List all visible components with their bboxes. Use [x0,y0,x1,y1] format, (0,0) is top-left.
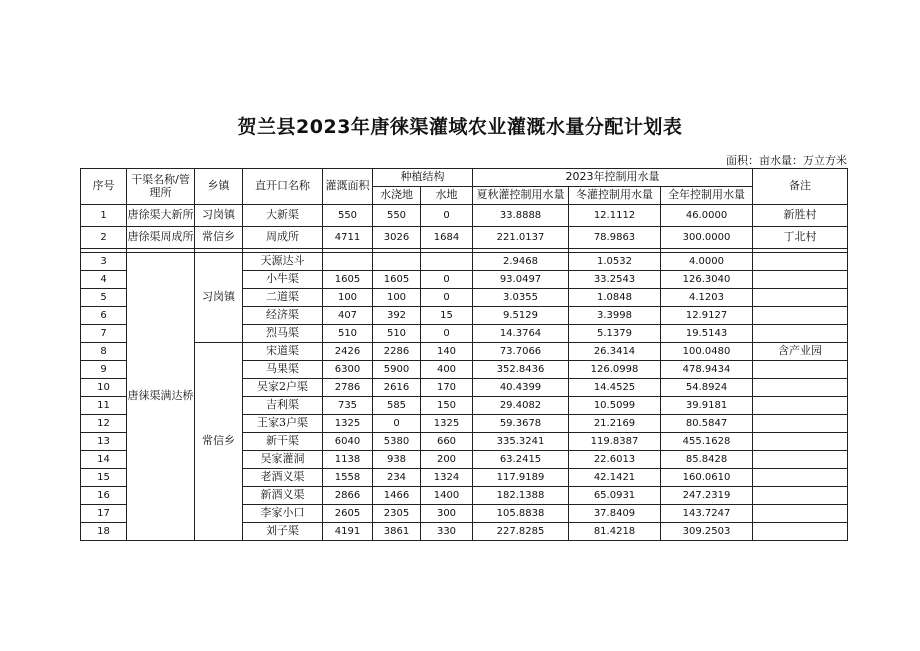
cell-annual: 46.0000 [661,205,753,227]
cell-area: 6300 [323,361,373,379]
cell-annual: 126.3040 [661,271,753,289]
cell-remark [753,253,848,271]
cell-branch: 吴家灌洞 [243,451,323,469]
cell-seq: 18 [81,523,127,541]
cell-area: 6040 [323,433,373,451]
cell-seq: 17 [81,505,127,523]
cell-branch: 马果渠 [243,361,323,379]
cell-winter: 3.3998 [569,307,661,325]
cell-area: 2426 [323,343,373,361]
page-title: 贺兰县2023年唐徕渠灌域农业灌溉水量分配计划表 [237,116,683,138]
cell-summer-autumn: 73.7066 [473,343,569,361]
cell-remark: 丁北村 [753,227,848,249]
cell-seq: 15 [81,469,127,487]
cell-summer-autumn: 352.8436 [473,361,569,379]
cell-paddy [421,253,473,271]
cell-annual: 247.2319 [661,487,753,505]
cell-branch: 老酒义渠 [243,469,323,487]
cell-branch: 新干渠 [243,433,323,451]
header-area: 灌溉面积 [323,169,373,205]
cell-dry: 938 [373,451,421,469]
cell-annual: 4.1203 [661,289,753,307]
cell-paddy: 1324 [421,469,473,487]
cell-branch: 天源达斗 [243,253,323,271]
header-control: 2023年控制用水量 [473,169,753,187]
cell-summer-autumn: 3.0355 [473,289,569,307]
cell-paddy: 0 [421,271,473,289]
cell-seq: 8 [81,343,127,361]
cell-town-merged: 习岗镇 [195,253,243,343]
cell-annual: 80.5847 [661,415,753,433]
cell-area: 1558 [323,469,373,487]
cell-dry: 3861 [373,523,421,541]
header-branch: 直开口名称 [243,169,323,205]
cell-paddy: 150 [421,397,473,415]
cell-annual: 12.9127 [661,307,753,325]
cell-branch: 小牛渠 [243,271,323,289]
cell-branch: 吉利渠 [243,397,323,415]
cell-dry: 585 [373,397,421,415]
header-seq: 序号 [81,169,127,205]
cell-branch: 经济渠 [243,307,323,325]
cell-remark [753,523,848,541]
cell-winter: 81.4218 [569,523,661,541]
cell-annual: 143.7247 [661,505,753,523]
cell-seq: 1 [81,205,127,227]
cell-area: 1605 [323,271,373,289]
cell-area: 4191 [323,523,373,541]
cell-dry: 2616 [373,379,421,397]
cell-annual: 300.0000 [661,227,753,249]
cell-remark [753,271,848,289]
cell-remark: 新胜村 [753,205,848,227]
cell-seq: 16 [81,487,127,505]
table-row [81,343,848,361]
cell-remark [753,325,848,343]
unit-note: 面积：亩水量：万立方米 [726,154,847,167]
allocation-table [80,168,848,541]
cell-annual: 160.0610 [661,469,753,487]
cell-dry: 1605 [373,271,421,289]
cell-branch: 刘子渠 [243,523,323,541]
cell-seq: 3 [81,253,127,271]
cell-winter: 26.3414 [569,343,661,361]
cell-seq: 11 [81,397,127,415]
cell-summer-autumn: 9.5129 [473,307,569,325]
cell-annual: 54.8924 [661,379,753,397]
cell-seq: 14 [81,451,127,469]
cell-paddy: 1325 [421,415,473,433]
header-summer-autumn: 夏秋灌控制用水量 [473,187,569,205]
cell-branch: 李家小口 [243,505,323,523]
header-remark: 备注 [753,169,848,205]
cell-seq: 10 [81,379,127,397]
cell-area: 4711 [323,227,373,249]
cell-dry: 234 [373,469,421,487]
cell-winter: 42.1421 [569,469,661,487]
cell-paddy: 660 [421,433,473,451]
cell-dry: 2305 [373,505,421,523]
cell-branch: 王家3户渠 [243,415,323,433]
cell-area: 1138 [323,451,373,469]
cell-office: 唐徐渠大新所 [127,205,195,227]
cell-area: 735 [323,397,373,415]
header-planting: 种植结构 [373,169,473,187]
cell-branch: 新酒义渠 [243,487,323,505]
cell-summer-autumn: 105.8838 [473,505,569,523]
cell-paddy: 1400 [421,487,473,505]
cell-winter: 119.8387 [569,433,661,451]
cell-dry: 5900 [373,361,421,379]
cell-winter: 1.0532 [569,253,661,271]
cell-seq: 13 [81,433,127,451]
cell-dry: 100 [373,289,421,307]
cell-annual: 85.8428 [661,451,753,469]
cell-paddy: 200 [421,451,473,469]
cell-annual: 19.5143 [661,325,753,343]
cell-remark [753,397,848,415]
cell-branch: 吴家2户渠 [243,379,323,397]
cell-area [323,253,373,271]
cell-remark [753,307,848,325]
cell-winter: 22.6013 [569,451,661,469]
cell-branch: 周成所 [243,227,323,249]
cell-remark [753,415,848,433]
cell-dry: 392 [373,307,421,325]
cell-seq: 5 [81,289,127,307]
cell-seq: 4 [81,271,127,289]
cell-remark [753,451,848,469]
cell-area: 407 [323,307,373,325]
cell-remark [753,289,848,307]
cell-summer-autumn: 117.9189 [473,469,569,487]
cell-winter: 21.2169 [569,415,661,433]
cell-paddy: 170 [421,379,473,397]
cell-annual: 309.2503 [661,523,753,541]
cell-paddy: 330 [421,523,473,541]
cell-winter: 5.1379 [569,325,661,343]
cell-summer-autumn: 227.8285 [473,523,569,541]
cell-dry: 0 [373,415,421,433]
cell-area: 1325 [323,415,373,433]
table-row [81,253,848,271]
cell-dry: 3026 [373,227,421,249]
cell-summer-autumn: 221.0137 [473,227,569,249]
cell-winter: 10.5099 [569,397,661,415]
cell-area: 550 [323,205,373,227]
cell-winter: 126.0998 [569,361,661,379]
cell-paddy: 400 [421,361,473,379]
cell-area: 510 [323,325,373,343]
cell-paddy: 300 [421,505,473,523]
cell-paddy: 0 [421,205,473,227]
cell-area: 2866 [323,487,373,505]
cell-summer-autumn: 59.3678 [473,415,569,433]
cell-area: 2786 [323,379,373,397]
cell-summer-autumn: 335.3241 [473,433,569,451]
cell-summer-autumn: 29.4082 [473,397,569,415]
cell-dry: 5380 [373,433,421,451]
cell-remark [753,469,848,487]
table-row [81,227,848,249]
cell-dry: 550 [373,205,421,227]
cell-summer-autumn: 33.8888 [473,205,569,227]
header-town: 乡镇 [195,169,243,205]
cell-summer-autumn: 93.0497 [473,271,569,289]
cell-summer-autumn: 2.9468 [473,253,569,271]
cell-annual: 478.9434 [661,361,753,379]
header-winter: 冬灌控制用水量 [569,187,661,205]
cell-remark [753,361,848,379]
cell-winter: 14.4525 [569,379,661,397]
cell-branch: 二道渠 [243,289,323,307]
table-row [81,205,848,227]
header-canal-office: 干渠名称/管理所 [127,169,195,205]
cell-summer-autumn: 40.4399 [473,379,569,397]
cell-summer-autumn: 63.2415 [473,451,569,469]
cell-area: 2605 [323,505,373,523]
cell-remark: 含产业园 [753,343,848,361]
cell-summer-autumn: 14.3764 [473,325,569,343]
cell-remark [753,505,848,523]
cell-seq: 12 [81,415,127,433]
cell-paddy: 1684 [421,227,473,249]
cell-town: 常信乡 [195,227,243,249]
cell-paddy: 15 [421,307,473,325]
header-dry: 水浇地 [373,187,421,205]
cell-dry: 2286 [373,343,421,361]
cell-summer-autumn: 182.1388 [473,487,569,505]
cell-winter: 37.8409 [569,505,661,523]
cell-annual: 455.1628 [661,433,753,451]
cell-office-merged: 唐徕渠满达桥 [127,253,195,541]
cell-town-merged: 常信乡 [195,343,243,541]
header-annual: 全年控制用水量 [661,187,753,205]
cell-town: 习岗镇 [195,205,243,227]
cell-seq: 9 [81,361,127,379]
cell-branch: 宋道渠 [243,343,323,361]
cell-remark [753,379,848,397]
cell-dry: 510 [373,325,421,343]
cell-seq: 7 [81,325,127,343]
cell-winter: 1.0848 [569,289,661,307]
cell-paddy: 0 [421,289,473,307]
cell-winter: 33.2543 [569,271,661,289]
cell-branch: 烈马渠 [243,325,323,343]
cell-remark [753,433,848,451]
cell-annual: 4.0000 [661,253,753,271]
cell-area: 100 [323,289,373,307]
cell-seq: 6 [81,307,127,325]
header-paddy: 水地 [421,187,473,205]
cell-dry: 1466 [373,487,421,505]
cell-winter: 65.0931 [569,487,661,505]
cell-paddy: 140 [421,343,473,361]
cell-paddy: 0 [421,325,473,343]
cell-annual: 100.0480 [661,343,753,361]
cell-winter: 12.1112 [569,205,661,227]
cell-winter: 78.9863 [569,227,661,249]
cell-office: 唐徐渠周成所 [127,227,195,249]
cell-branch: 大新渠 [243,205,323,227]
cell-annual: 39.9181 [661,397,753,415]
cell-seq: 2 [81,227,127,249]
cell-remark [753,487,848,505]
cell-dry [373,253,421,271]
